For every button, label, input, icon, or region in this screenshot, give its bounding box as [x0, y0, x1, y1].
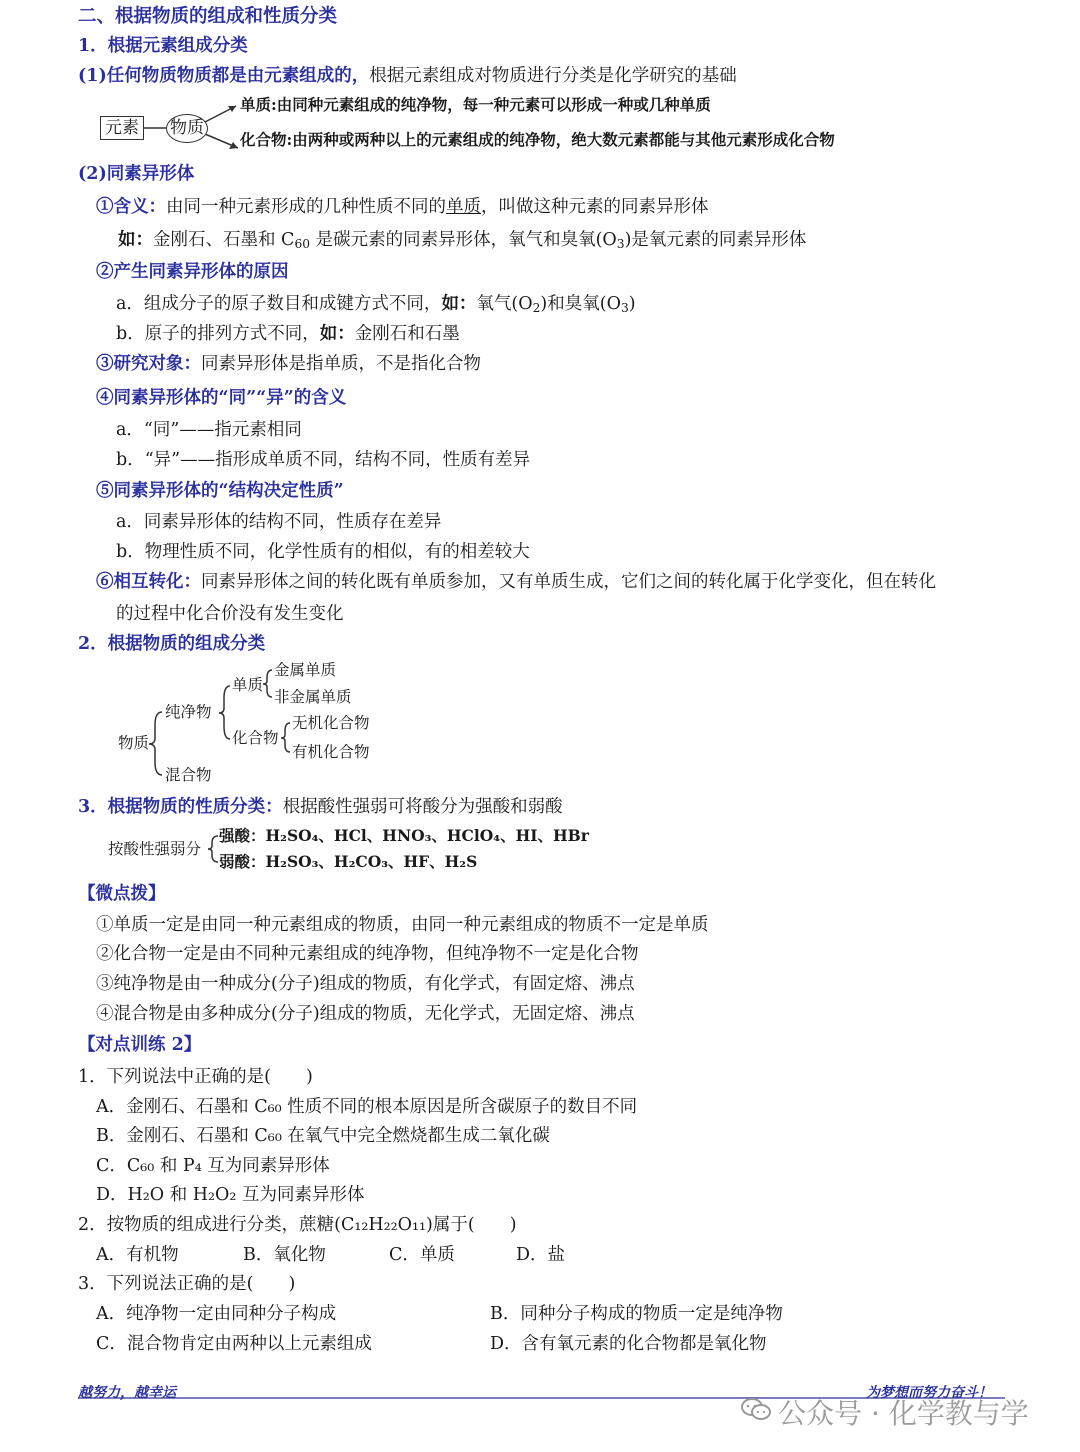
footer-left: 越努力，越幸运 [78, 1385, 176, 1401]
reason-b-label: 如： [319, 324, 355, 344]
reason-a-d: ) [628, 294, 636, 314]
weak-label: 弱酸： [219, 852, 266, 871]
tips-title: 【微点拨】 [78, 884, 166, 904]
example-sub2: 3 [616, 237, 625, 252]
same-b: b．“异”——指形成单质不同，结构不同，性质有差异 [116, 450, 531, 470]
q3-option-b: B．同种分子构成的物质一定是纯净物 [490, 1304, 783, 1324]
tree-compound: 化合物 [232, 729, 279, 747]
object-label: ③研究对象： [96, 354, 201, 374]
example-a: 金刚石、石墨和 C [153, 230, 295, 250]
example-c: )是氧元素的同素异形体 [624, 230, 807, 250]
conversion-text: 同素异形体之间的转化既有单质参加，又有单质生成，它们之间的转化属于化学变化，但在转化 [201, 572, 936, 592]
reason-a-sub1: 2 [532, 301, 541, 316]
q1-option-c: C．C₆₀ 和 P₄ 互为同素异形体 [96, 1156, 330, 1176]
s3-line [78, 797, 563, 818]
def-line [96, 197, 709, 218]
q2-option-c: C．单质 [389, 1245, 455, 1265]
tree-metal: 金属单质 [274, 661, 337, 679]
reason-a [116, 294, 636, 315]
weak-acids [219, 853, 477, 872]
same-diff-title: ④同素异形体的“同”“异”的含义 [96, 388, 347, 408]
same-a: a．“同”——指元素相同 [116, 420, 302, 440]
q1-option-d: D．H₂O 和 H₂O₂ 互为同素异形体 [96, 1185, 365, 1205]
q3-option-a: A．纯净物一定由同种分子构成 [96, 1304, 337, 1324]
tree-root: 物质 [118, 734, 150, 752]
s1-p1 [78, 66, 737, 87]
def-label: ①含义： [96, 197, 166, 217]
structure-b: b．物理性质不同，化学性质有的相似，有的相差较大 [116, 542, 530, 562]
question-1: 1．下列说法中正确的是( ) [78, 1067, 313, 1087]
diagram-bottom: 化合物:由两种或两种以上的元素组成的纯净物，绝大数元素都能与其他元素形成化合物 [240, 130, 835, 149]
strong-list: H₂SO₄、HCl、HNO₃、HClO₄、HI、HBr [265, 826, 589, 845]
example-b: 是碳元素的同素异形体，氧气和臭氧(O [310, 230, 617, 250]
s1-p1-lead: (1)任何物质物质都是由元素组成的， [78, 66, 370, 86]
s1-title: 1．根据元素组成分类 [78, 36, 248, 56]
object-text: 同素异形体是指单质，不是指化合物 [201, 354, 481, 374]
reason-b-b: 金刚石和石墨 [354, 324, 460, 344]
q2-option-b: B．氧化物 [243, 1245, 326, 1265]
footer-right: 为梦想而努力奋斗！ [866, 1385, 992, 1401]
reason-title: ②产生同素异形体的原因 [96, 262, 289, 282]
reason-a-b: 氧气(O [476, 294, 533, 314]
tip-item: ②化合物一定是由不同种元素组成的纯净物，但纯净物不一定是化合物 [96, 944, 639, 964]
tree-inorganic: 无机化合物 [292, 714, 370, 732]
tree-organic: 有机化合物 [292, 743, 370, 761]
section-title: 二、根据物质的组成和性质分类 [78, 6, 338, 27]
def-text-b: ，叫做这种元素的同素异形体 [481, 197, 709, 217]
conversion-line-2: 的过程中化合价没有发生变化 [116, 604, 344, 624]
strong-acids [219, 827, 589, 846]
s2-title: 2．根据物质的组成分类 [78, 634, 266, 654]
question-3: 3．下列说法正确的是( ) [78, 1274, 296, 1294]
tree-nonmetal: 非金属单质 [274, 688, 352, 706]
question-2: 2．按物质的组成进行分类，蔗糖(C₁₂H₂₂O₁₁)属于( ) [78, 1215, 517, 1235]
tree-mixture: 混合物 [165, 766, 212, 784]
substance-oval: 物质 [166, 114, 208, 143]
example-line [118, 230, 806, 251]
reason-a-text: a．组成分子的原子数目和成键方式不同， [116, 294, 442, 314]
s1-p2-title: (2)同素异形体 [78, 164, 195, 184]
example-label: 如： [118, 230, 153, 250]
diagram-top: 单质:由同种元素组成的纯净物，每一种元素可以形成一种或几种单质 [240, 95, 711, 114]
wechat-icon [740, 1397, 772, 1421]
reason-b-text: b．原子的排列方式不同， [116, 324, 320, 344]
structure-a: a．同素异形体的结构不同，性质存在差异 [116, 512, 442, 532]
weak-list: H₂SO₃、H₂CO₃、HF、H₂S [265, 852, 478, 871]
q2-option-d: D．盐 [516, 1245, 566, 1265]
tip-item: ④混合物是由多种成分(分子)组成的物质，无化学式，无固定熔、沸点 [96, 1004, 635, 1024]
tree-element: 单质 [232, 676, 264, 694]
object-line [96, 354, 481, 375]
tip-item: ①单质一定是由同一种元素组成的物质，由同一种元素组成的物质不一定是单质 [96, 915, 709, 935]
conversion-label: ⑥相互转化： [96, 572, 201, 592]
reason-a-c: )和臭氧(O [540, 294, 621, 314]
tip-item: ③纯净物是由一种成分(分子)组成的物质，有化学式，有固定熔、沸点 [96, 974, 635, 994]
watermark: 公众号 · 化学教与学 [778, 1397, 1029, 1430]
reason-b [116, 324, 460, 345]
def-underlined: 单质 [446, 197, 481, 217]
q1-option-b: B．金刚石、石墨和 C₆₀ 在氧气中完全燃烧都生成二氧化碳 [96, 1126, 550, 1146]
strong-label: 强酸： [219, 826, 266, 845]
structure-title: ⑤同素异形体的“结构决定性质” [96, 481, 344, 501]
q3-option-d: D．含有氧元素的化合物都是氧化物 [490, 1334, 767, 1354]
acid-root: 按酸性强弱分 [108, 840, 202, 858]
q2-option-a: A．有机物 [96, 1245, 179, 1265]
def-text-a: 由同一种元素形成的几种性质不同的 [166, 197, 446, 217]
q3-option-c: C．混合物肯定由两种以上元素组成 [96, 1334, 372, 1354]
reason-a-label: 如： [441, 294, 477, 314]
tree-pure: 纯净物 [165, 703, 212, 721]
practice-title: 【对点训练 2】 [78, 1035, 202, 1055]
example-sub1: 60 [294, 237, 311, 252]
conversion-line [96, 572, 936, 593]
s1-p1-rest: 根据元素组成对物质进行分类是化学研究的基础 [369, 66, 737, 86]
reason-a-sub2: 3 [620, 301, 629, 316]
q1-option-a: A．金刚石、石墨和 C₆₀ 性质不同的根本原因是所含碳原子的数目不同 [96, 1097, 638, 1117]
element-box: 元素 [100, 116, 144, 140]
s3-rest: 根据酸性强弱可将酸分为强酸和弱酸 [282, 797, 563, 817]
s3-title: 3．根据物质的性质分类： [78, 797, 283, 817]
